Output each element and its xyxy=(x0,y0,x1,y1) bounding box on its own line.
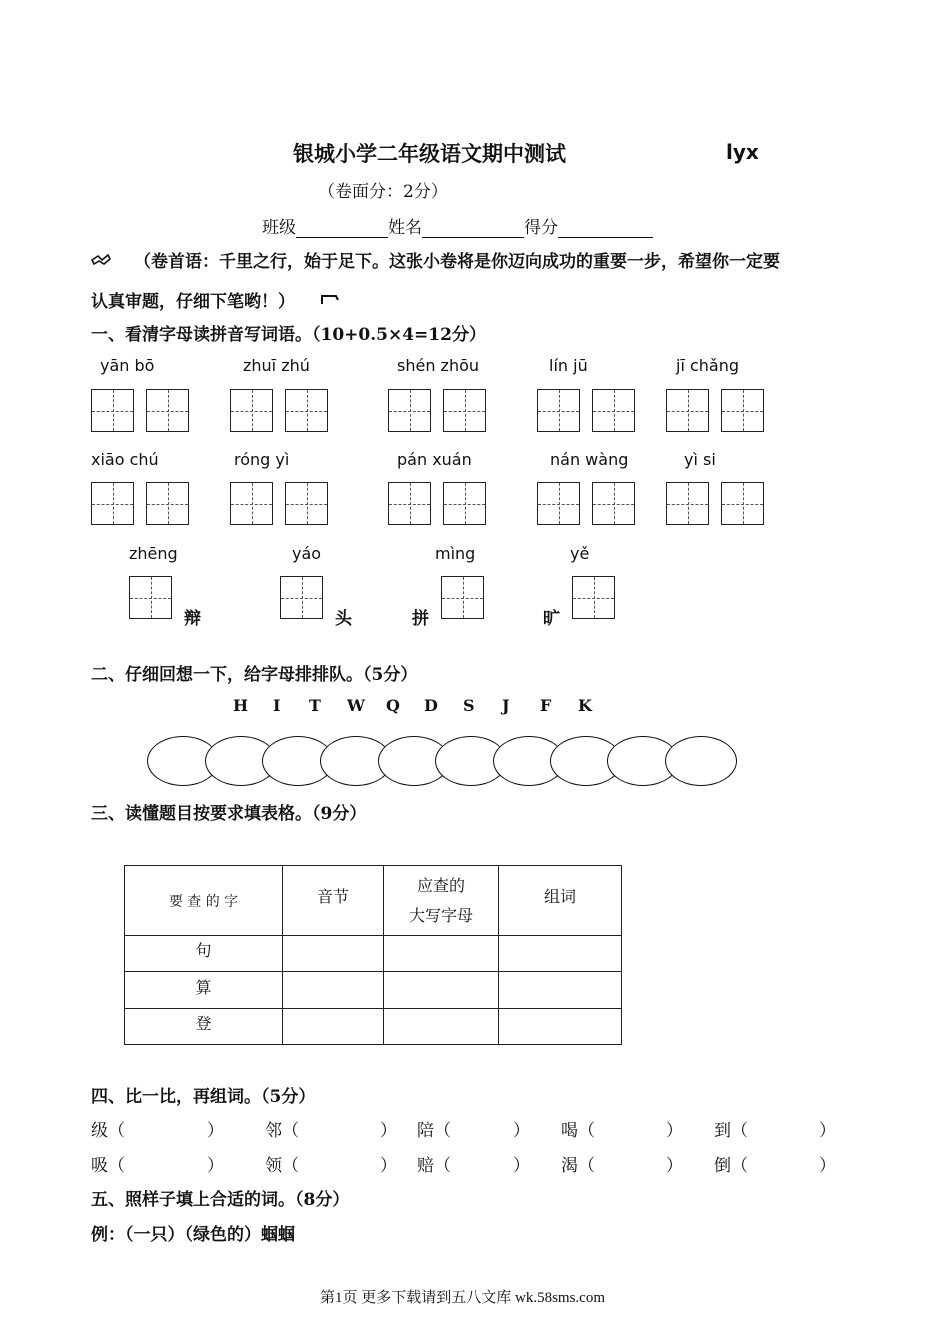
compare-close: ） xyxy=(380,1156,397,1176)
writing-box[interactable] xyxy=(537,482,580,525)
writing-box[interactable] xyxy=(592,482,635,525)
pinyin-2-1: xiāo chú xyxy=(91,450,159,469)
score-field[interactable] xyxy=(558,219,653,238)
class-field[interactable] xyxy=(296,219,388,238)
name-field[interactable] xyxy=(422,219,524,238)
lookup-table xyxy=(124,865,622,1045)
writing-box[interactable] xyxy=(388,482,431,525)
writing-box[interactable] xyxy=(721,389,764,432)
intro-line-1: （卷首语：千里之行，始于足下。这张小卷将是你迈向成功的重要一步，希望你一定要 xyxy=(134,252,780,272)
section4-heading: 四、比一比，再组词。（5分） xyxy=(91,1087,316,1107)
compare-close: ） xyxy=(666,1121,683,1141)
compare-close: ） xyxy=(207,1121,224,1141)
letter-i: I xyxy=(273,696,281,715)
letter-s: S xyxy=(463,696,475,715)
section2-heading: 二、仔细回想一下，给字母排排队。（5分） xyxy=(91,665,418,685)
cell-syllable[interactable] xyxy=(283,1009,384,1045)
header-capital-line2: 大写字母 xyxy=(408,905,473,925)
writing-box[interactable] xyxy=(285,482,328,525)
writing-box[interactable] xyxy=(443,389,486,432)
section5-example: 例：（一只）（绿色的）蝈蝈 xyxy=(91,1225,295,1245)
writing-box[interactable] xyxy=(129,576,172,619)
page-footer: 第1页 更多下载请到五八文库 wk.58sms.com xyxy=(320,1290,606,1306)
score-label: 得分 xyxy=(524,218,558,238)
cell-words[interactable] xyxy=(499,1009,622,1045)
writing-box[interactable] xyxy=(285,389,328,432)
info-line xyxy=(262,213,653,238)
writing-box[interactable] xyxy=(91,389,134,432)
answer-oval[interactable] xyxy=(665,736,737,786)
compare-close: ） xyxy=(380,1121,397,1141)
compare-close: ） xyxy=(513,1156,530,1176)
name-label: 姓名 xyxy=(388,218,422,238)
given-char-2: 头 xyxy=(335,609,352,629)
compare-open: 倒（ xyxy=(714,1156,748,1176)
writing-box[interactable] xyxy=(721,482,764,525)
letter-q: Q xyxy=(386,696,400,715)
letter-j: J xyxy=(502,696,510,715)
compare-close: ） xyxy=(207,1156,224,1176)
cell-syllable[interactable] xyxy=(283,972,384,1009)
compare-open: 级（ xyxy=(91,1121,125,1141)
pinyin-2-2: róng yì xyxy=(234,450,290,469)
row-char: 算 xyxy=(125,972,283,1009)
intro-line-2: 认真审题，仔细下笔哟！） xyxy=(91,292,295,312)
compare-open: 吸（ xyxy=(91,1156,125,1176)
pinyin-1-2: zhuī zhú xyxy=(243,356,310,375)
pinyin-1-1: yān bō xyxy=(100,356,155,375)
given-char-3: 拼 xyxy=(412,609,429,629)
page-title: 银城小学二年级语文期中测试 xyxy=(293,142,566,166)
compare-open: 领（ xyxy=(265,1156,299,1176)
pinyin-1-3: shén zhōu xyxy=(397,356,480,375)
header-capital-line1: 应查的 xyxy=(416,875,465,895)
writing-box[interactable] xyxy=(572,576,615,619)
writing-box[interactable] xyxy=(666,389,709,432)
cell-words[interactable] xyxy=(499,972,622,1009)
letter-w: W xyxy=(347,696,365,715)
neatness-score: （卷面分：2分） xyxy=(318,182,448,202)
header-capital xyxy=(384,866,499,936)
compare-close: ） xyxy=(666,1156,683,1176)
pinyin-1-4: lín jū xyxy=(549,356,588,375)
writing-box[interactable] xyxy=(666,482,709,525)
given-char-4: 旷 xyxy=(543,609,560,629)
cell-capital[interactable] xyxy=(384,972,499,1009)
given-char-1: 辩 xyxy=(184,609,201,629)
row-char: 登 xyxy=(125,1009,283,1045)
header-words: 组词 xyxy=(499,866,622,936)
header-syllable: 音节 xyxy=(283,866,384,936)
pinyin-3-1: zhēng xyxy=(129,544,178,563)
pinyin-3-2: yáo xyxy=(292,544,322,563)
sparkle-icon xyxy=(90,251,112,267)
writing-box[interactable] xyxy=(91,482,134,525)
cell-words[interactable] xyxy=(499,936,622,972)
compare-open: 赔（ xyxy=(417,1156,451,1176)
writing-box[interactable] xyxy=(592,389,635,432)
pinyin-2-4: nán wàng xyxy=(550,450,629,469)
writing-box[interactable] xyxy=(146,482,189,525)
pinyin-3-3: mìng xyxy=(435,544,476,563)
compare-close: ） xyxy=(819,1121,836,1141)
compare-close: ） xyxy=(513,1121,530,1141)
pinyin-2-3: pán xuán xyxy=(397,450,472,469)
letter-d: D xyxy=(424,696,438,715)
class-label: 班级 xyxy=(262,218,296,238)
author-tag: lyx xyxy=(726,140,759,164)
writing-box[interactable] xyxy=(280,576,323,619)
writing-box[interactable] xyxy=(146,389,189,432)
writing-box[interactable] xyxy=(230,482,273,525)
writing-box[interactable] xyxy=(537,389,580,432)
letter-h: H xyxy=(233,696,249,715)
writing-box[interactable] xyxy=(443,482,486,525)
scribble-icon xyxy=(320,290,340,306)
section3-heading: 三、读懂题目按要求填表格。（9分） xyxy=(91,804,367,824)
compare-close: ） xyxy=(819,1156,836,1176)
pinyin-1-5: jī chǎng xyxy=(676,356,740,375)
writing-box[interactable] xyxy=(230,389,273,432)
cell-capital[interactable] xyxy=(384,1009,499,1045)
compare-open: 到（ xyxy=(714,1121,748,1141)
letter-k: K xyxy=(578,696,592,715)
cell-capital[interactable] xyxy=(384,936,499,972)
writing-box[interactable] xyxy=(441,576,484,619)
compare-open: 陪（ xyxy=(417,1121,451,1141)
letter-f: F xyxy=(540,696,552,715)
header-char: 要 查 的 字 xyxy=(125,866,283,936)
section5-heading: 五、照样子填上合适的词。（8分） xyxy=(91,1190,350,1210)
pinyin-2-5: yì si xyxy=(684,450,716,469)
section1-heading: 一、看清字母读拼音写词语。（10+0.5×4=12分） xyxy=(91,325,486,345)
pinyin-3-4: yě xyxy=(570,544,590,563)
compare-open: 渴（ xyxy=(561,1156,595,1176)
compare-open: 喝（ xyxy=(561,1121,595,1141)
compare-open: 邻（ xyxy=(265,1121,299,1141)
letter-t: T xyxy=(309,696,321,715)
cell-syllable[interactable] xyxy=(283,936,384,972)
row-char: 句 xyxy=(125,936,283,972)
writing-box[interactable] xyxy=(388,389,431,432)
